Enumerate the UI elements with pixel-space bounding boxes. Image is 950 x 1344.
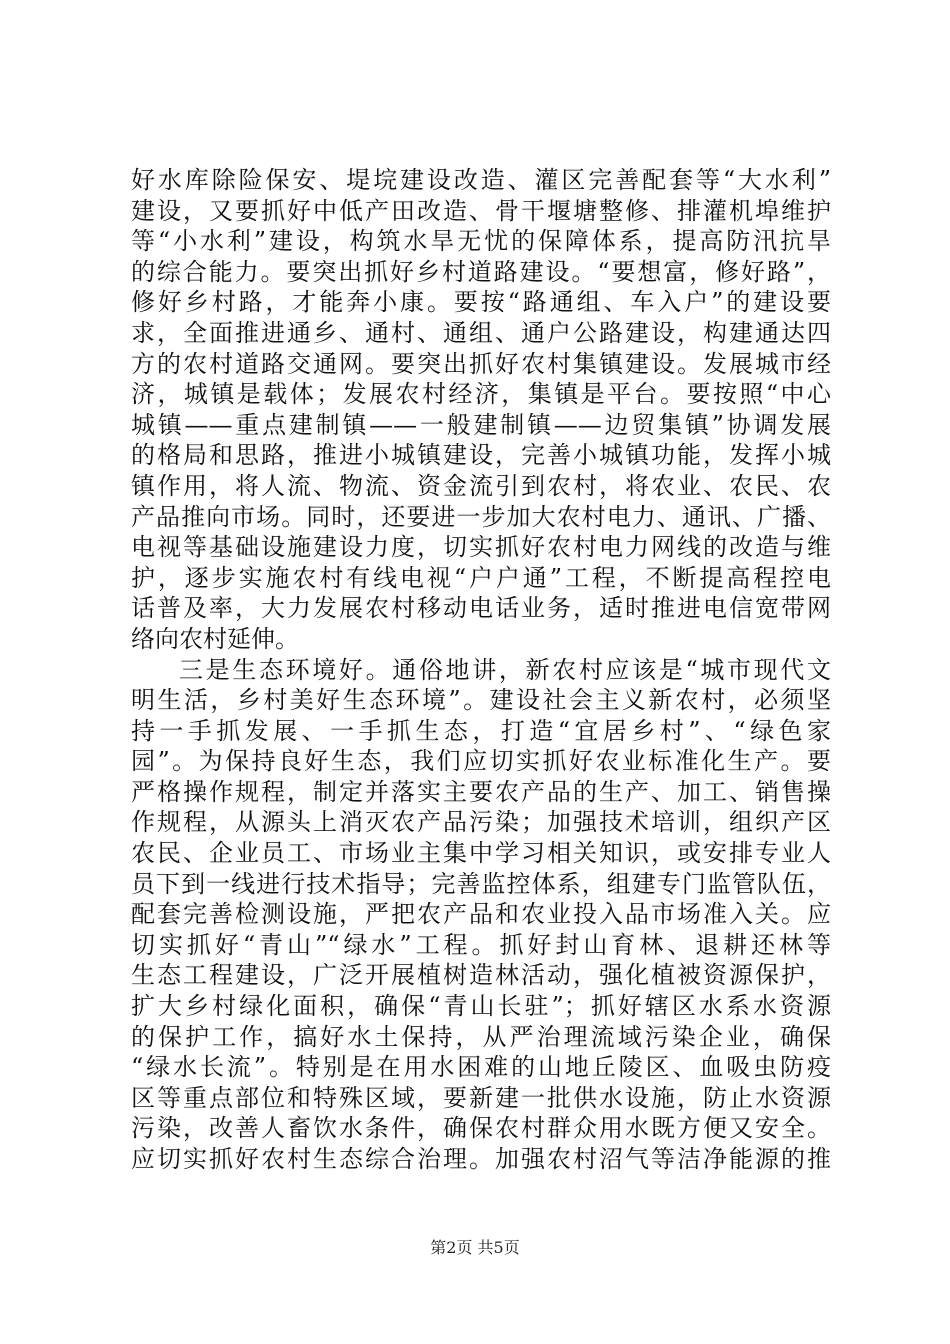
text-line: “绿水长流”。特别是在用水困难的山地丘陵区、血吸虫防疫: [131, 1053, 831, 1082]
text-line: 园”。为保持良好生态，我们应切实抓好农业标准化生产。要: [131, 747, 831, 776]
text-line: 产品推向市场。同时，还要进一步加大农村电力、通讯、广播、: [131, 502, 831, 531]
text-line: 求，全面推进通乡、通村、通组、通户公路建设，构建通达四: [131, 318, 831, 347]
text-line: 作规程，从源头上消灭农产品污染；加强技术培训，组织产区: [131, 808, 831, 837]
text-line: 修好乡村路，才能奔小康。要按“路通组、车入户”的建设要: [131, 288, 831, 317]
text-line: 济，城镇是载体；发展农村经济，集镇是平台。要按照“中心: [131, 380, 831, 409]
text-line: 生态工程建设，广泛开展植树造林活动，强化植被资源保护，: [131, 961, 831, 990]
body-text: [131, 165, 831, 1175]
text-line: 的格局和思路，推进小城镇建设，完善小城镇功能，发挥小城: [131, 441, 831, 470]
text-line: 切实抓好“青山”“绿水”工程。抓好封山育林、退耕还林等: [131, 930, 831, 959]
text-line: 三是生态环境好。通俗地讲，新农村应该是“城市现代文: [179, 655, 831, 684]
text-line: 话普及率，大力发展农村移动电话业务，适时推进电信宽带网: [131, 594, 831, 623]
text-line: 应切实抓好农村生态综合治理。加强农村沼气等洁净能源的推: [131, 1145, 831, 1173]
text-line: 电视等基础设施建设力度，切实抓好农村电力网线的改造与维: [131, 533, 831, 562]
text-line: 好水库除险保安、堤垸建设改造、灌区完善配套等“大水利”: [131, 166, 831, 194]
text-line: 农民、企业员工、市场业主集中学习相关知识，或安排专业人: [131, 839, 831, 868]
text-line: 护，逐步实施农村有线电视“户户通”工程，不断提高程控电: [131, 563, 831, 592]
text-line: 方的农村道路交通网。要突出抓好农村集镇建设。发展城市经: [131, 349, 831, 378]
text-line: 污染，改善人畜饮水条件，确保农村群众用水既方便又安全。: [131, 1114, 831, 1143]
text-line: 镇作用，将人流、物流、资金流引到农村，将农业、农民、农: [131, 471, 831, 500]
text-line: 等“小水利”建设，构筑水旱无忧的保障体系，提高防汛抗旱: [131, 227, 831, 256]
text-line: 建设，又要抓好中低产田改造、骨干堰塘整修、排灌机埠维护: [131, 196, 831, 225]
text-line: 员下到一线进行技术指导；完善监控体系，组建专门监管队伍，: [131, 869, 831, 898]
text-line: 扩大乡村绿化面积，确保“青山长驻”；抓好辖区水系水资源: [131, 992, 831, 1021]
text-line: 城镇——重点建制镇——一般建制镇——边贸集镇”协调发展: [131, 410, 831, 439]
text-line: 配套完善检测设施，严把农产品和农业投入品市场准入关。应: [131, 900, 831, 929]
text-line: 明生活，乡村美好生态环境”。建设社会主义新农村，必须坚: [131, 686, 831, 715]
text-line: 区等重点部位和特殊区域，要新建一批供水设施，防止水资源: [131, 1083, 831, 1112]
text-line: 的保护工作，搞好水土保持，从严治理流域污染企业，确保: [131, 1022, 831, 1051]
text-line: 持一手抓发展、一手抓生态，打造“宜居乡村”、“绿色家: [131, 716, 831, 745]
page-footer: 第2页 共5页: [430, 1238, 520, 1257]
text-line: 严格操作规程，制定并落实主要农产品的生产、加工、销售操: [131, 777, 831, 806]
text-line: 的综合能力。要突出抓好乡村道路建设。“要想富，修好路”，: [131, 257, 831, 286]
text-line: 络向农村延伸。: [131, 624, 299, 653]
